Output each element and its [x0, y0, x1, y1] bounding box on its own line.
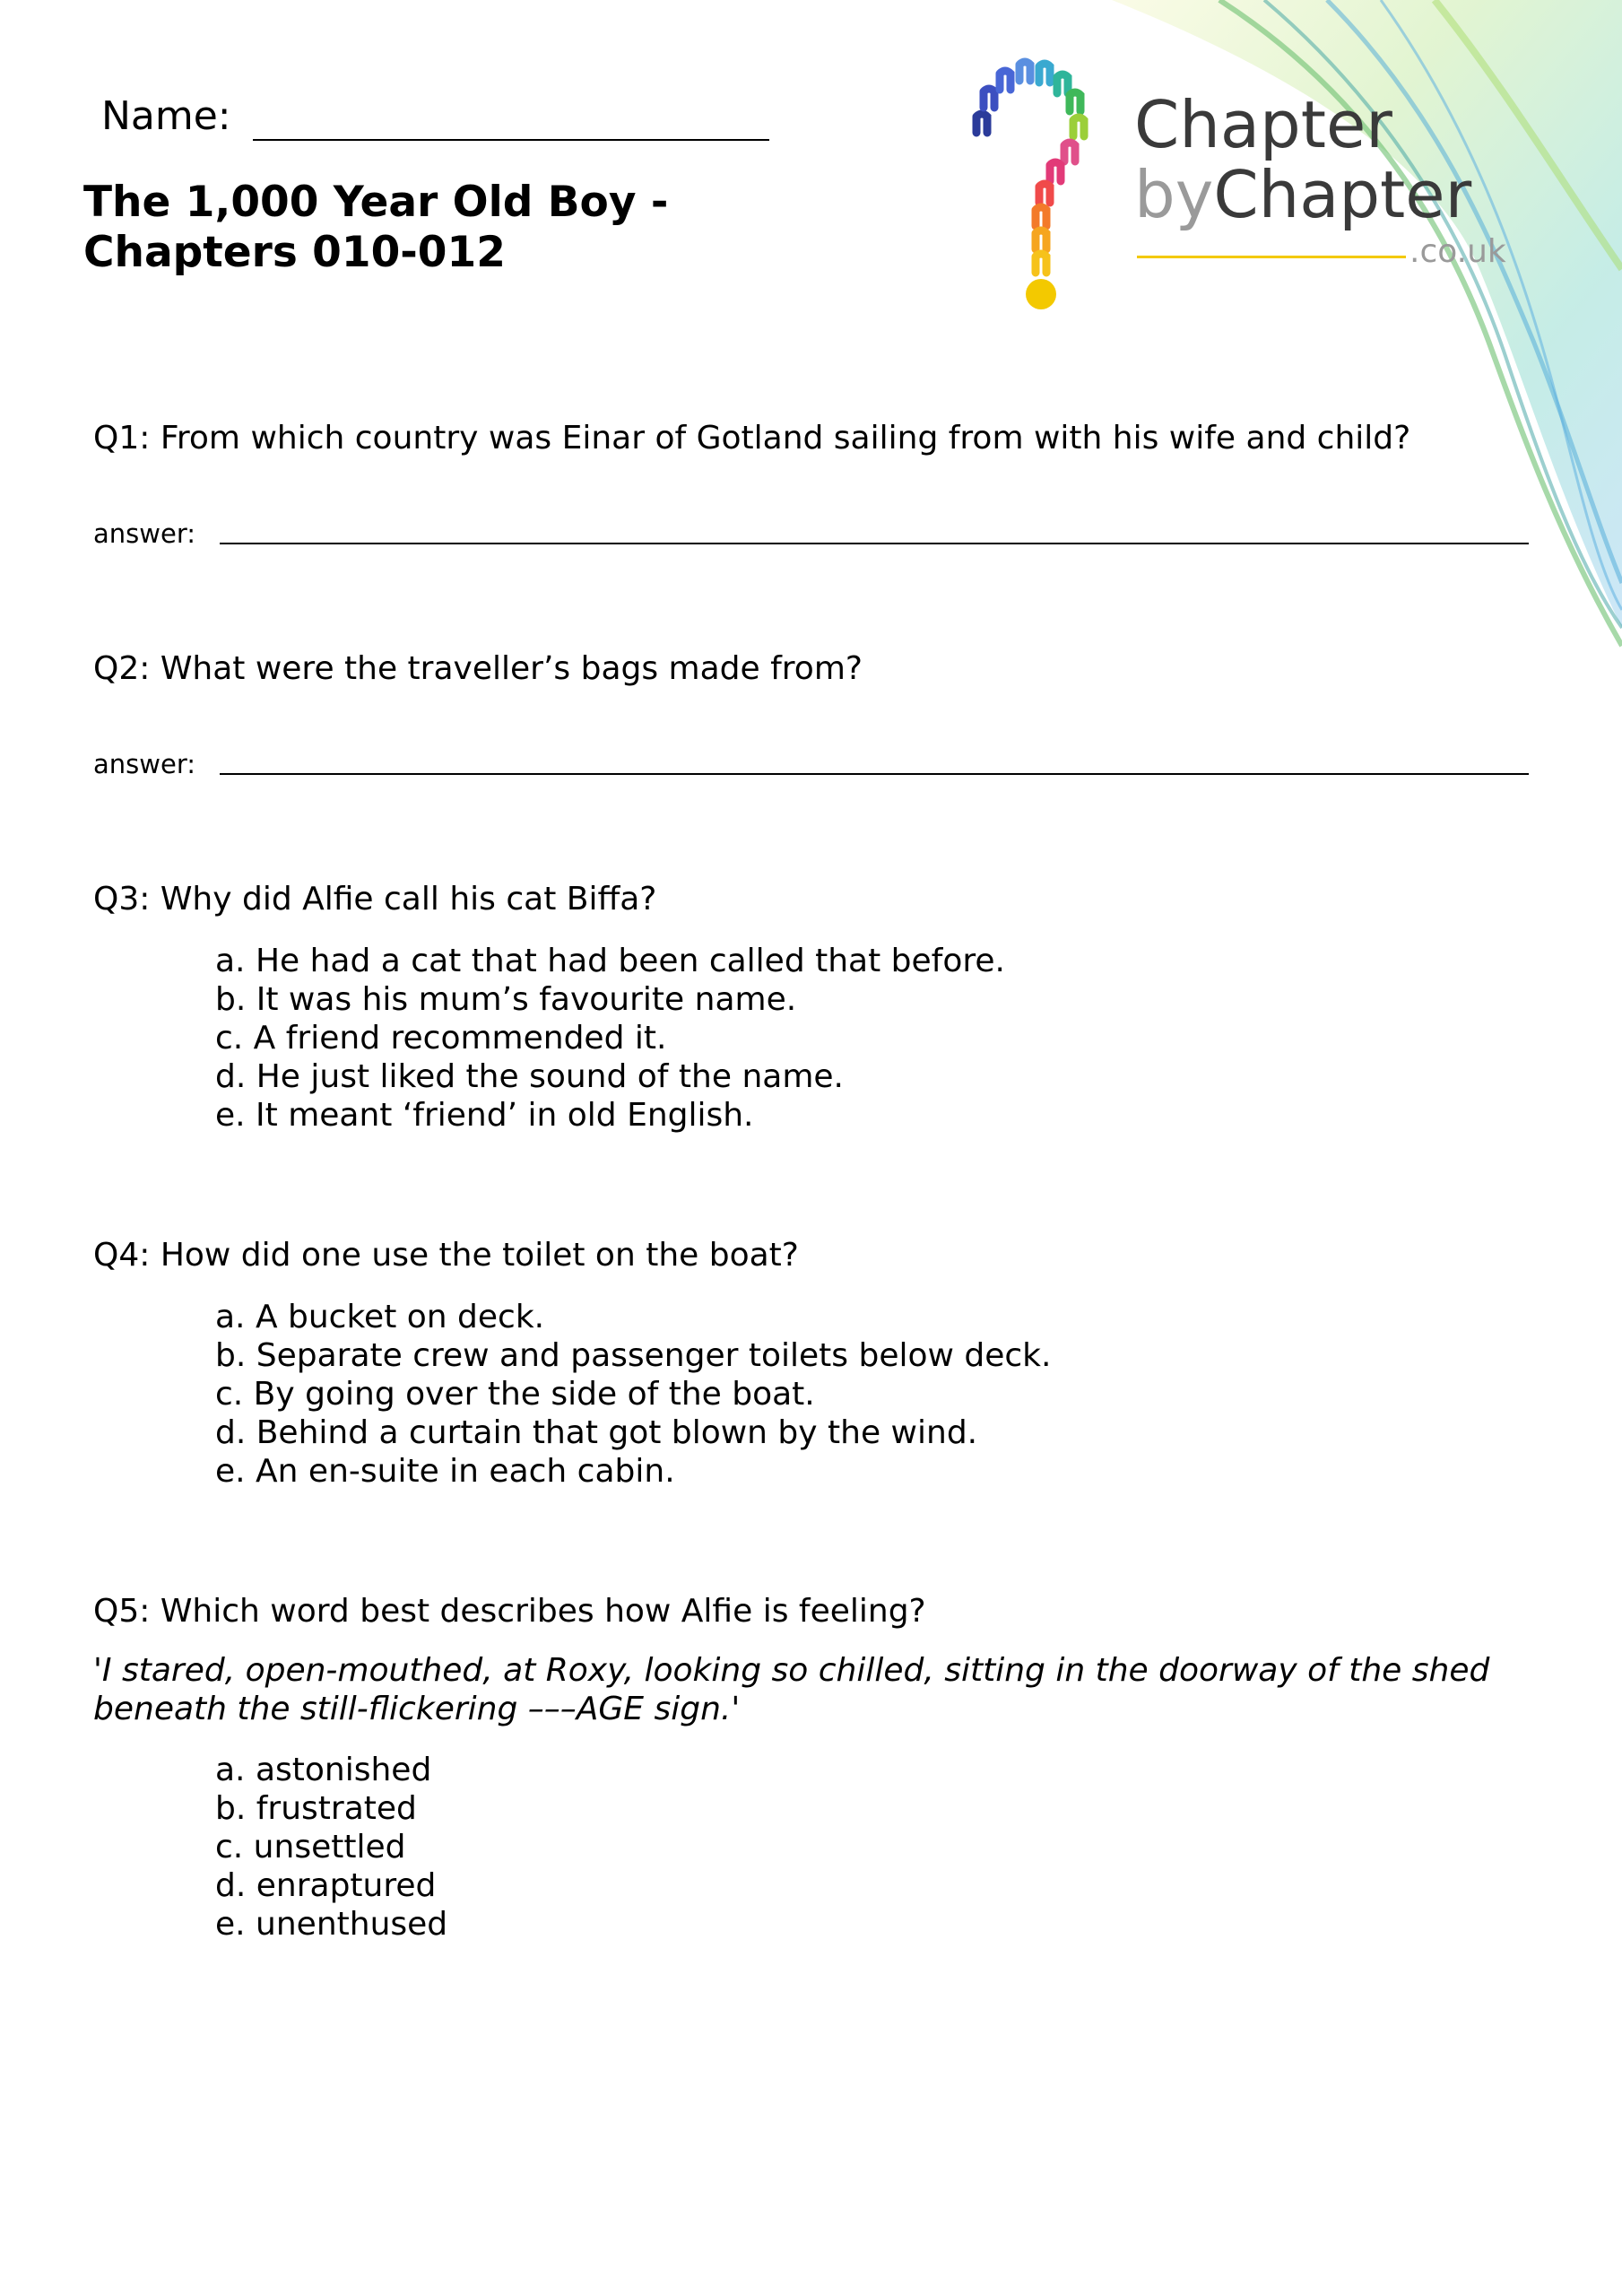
logo-wordmark	[1134, 87, 1472, 232]
logo-word-chapter: Chapter	[1134, 87, 1392, 162]
option-3b[interactable]: b. It was his mum’s favourite name.	[215, 981, 797, 1018]
title-line-2: Chapters 010-012	[83, 228, 506, 277]
question-5: Q5: Which word best describes how Alfie is feeling?	[93, 1593, 926, 1630]
option-4e[interactable]: e. An en-suite in each cabin.	[215, 1453, 675, 1490]
option-4c[interactable]: c. By going over the side of the boat.	[215, 1376, 815, 1413]
question-3-options	[215, 942, 1005, 1135]
answer-line-1[interactable]	[220, 543, 1529, 544]
worksheet-title	[83, 178, 668, 278]
option-4d[interactable]: d. Behind a curtain that got blown by the wind.	[215, 1414, 978, 1451]
answer-label-2: answer:	[93, 749, 196, 779]
option-5d[interactable]: d. enraptured	[215, 1867, 437, 1904]
question-2: Q2: What were the traveller’s bags made from?	[93, 650, 863, 687]
option-5b[interactable]: b. frustrated	[215, 1790, 417, 1827]
option-5a[interactable]: a. astonished	[215, 1752, 432, 1788]
answer-line-2[interactable]	[220, 773, 1529, 775]
logo-word-by: by	[1134, 157, 1214, 232]
title-line-1: The 1,000 Year Old Boy -	[83, 178, 669, 227]
logo-word-bychapter	[1134, 157, 1472, 232]
option-3c[interactable]: c. A friend recommended it.	[215, 1020, 667, 1057]
question-3: Q3: Why did Alfie call his cat Biffa?	[93, 881, 657, 918]
option-3a[interactable]: a. He had a cat that had been called that before.	[215, 943, 1005, 979]
option-5e[interactable]: e. unenthused	[215, 1906, 448, 1943]
question-4: Q4: How did one use the toilet on the boat?	[93, 1237, 799, 1274]
logo-word-chapter-2: Chapter	[1213, 157, 1472, 232]
option-4a[interactable]: a. A bucket on deck.	[215, 1299, 545, 1335]
answer-label-1: answer:	[93, 518, 196, 549]
option-3d[interactable]: d. He just liked the sound of the name.	[215, 1058, 844, 1095]
question-5-quote: 'I stared, open-mouthed, at Roxy, looking so chilled, sitting in the doorway of the shed beneath the still-flickering –––AGE sign.'	[93, 1652, 1490, 1727]
logo-question-mark-icon	[964, 54, 1116, 314]
question-5-options	[215, 1751, 447, 1944]
option-4b[interactable]: b. Separate crew and passenger toilets below deck.	[215, 1337, 1052, 1374]
option-5c[interactable]: c. unsettled	[215, 1829, 406, 1866]
logo-domain: .co.uk	[1409, 233, 1506, 270]
name-input-line[interactable]	[253, 139, 769, 141]
question-4-options	[215, 1298, 1051, 1491]
question-1: Q1: From which country was Einar of Gotland sailing from with his wife and child?	[93, 420, 1411, 457]
option-3e[interactable]: e. It meant ‘friend’ in old English.	[215, 1097, 754, 1134]
logo-underline	[1137, 256, 1406, 258]
name-label: Name:	[101, 93, 231, 139]
